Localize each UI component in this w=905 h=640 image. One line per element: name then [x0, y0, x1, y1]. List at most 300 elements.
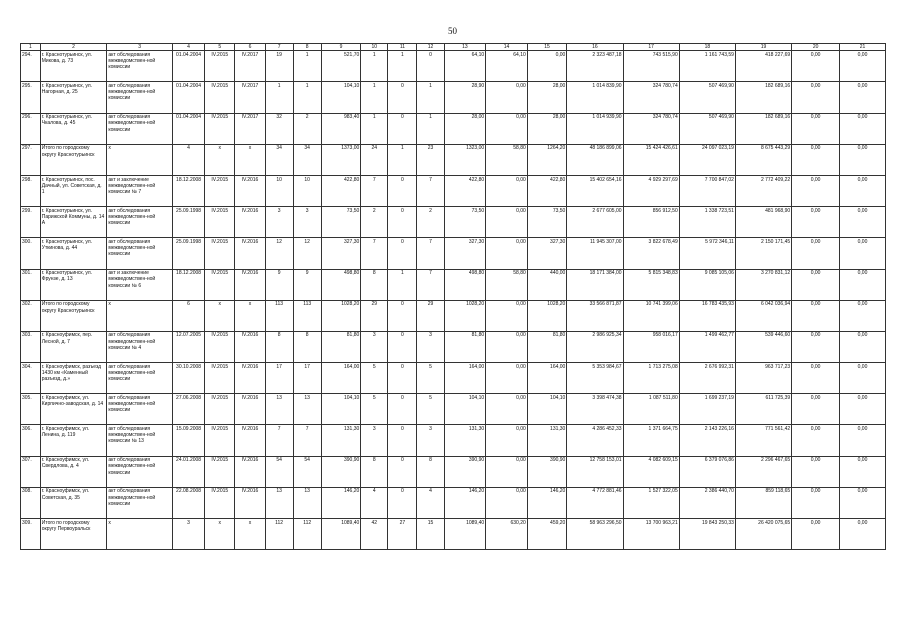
rooms-private-cell: 1	[388, 51, 417, 82]
other-funds-cell: 0,00	[840, 394, 886, 425]
recognition-date-cell: 01.04.2004	[172, 113, 204, 144]
area-cell: 131,30	[321, 425, 361, 456]
column-number-17: 17	[623, 44, 679, 51]
residents-count-cell: 12	[265, 238, 293, 269]
total-cost-cell: 4 286 452,33	[567, 425, 623, 456]
address-cell: г. Краснотурьинск, ул. Чкалова, д. 45	[40, 113, 107, 144]
column-number-6: 6	[235, 44, 265, 51]
recognition-date-cell: 25.09.1998	[172, 238, 204, 269]
total-cost-cell: 48 186 899,06	[567, 144, 623, 175]
federal-funds-cell: 743 515,90	[623, 51, 679, 82]
row-number: 303.	[21, 331, 41, 362]
residents-count-cell: 3	[265, 207, 293, 238]
area-municipal-cell: 0,00	[527, 51, 567, 82]
rooms-municipal-cell: 29	[417, 300, 444, 331]
recognition-date-cell: 18.12.2008	[172, 175, 204, 206]
area-municipal-cell: 81,80	[527, 331, 567, 362]
area-municipal-cell: 73,50	[527, 207, 567, 238]
area-total-cell: 28,90	[444, 82, 486, 113]
recognition-date-cell: 3	[172, 519, 204, 550]
residents-count-cell: 54	[265, 456, 293, 487]
residents-relocated-cell: 12	[293, 238, 321, 269]
total-cost-cell: 11 945 307,00	[567, 238, 623, 269]
table-row	[21, 238, 886, 269]
plan-end-cell: IV.2016	[235, 331, 265, 362]
residents-relocated-cell: 17	[293, 363, 321, 394]
area-total-cell: 146,20	[444, 487, 486, 518]
plan-start-cell: IV.2015	[205, 456, 235, 487]
extra-funds-cell: 0,00	[792, 456, 840, 487]
plan-end-cell: IV.2016	[235, 238, 265, 269]
plan-start-cell: IV.2015	[205, 51, 235, 82]
residents-count-cell: 7	[265, 425, 293, 456]
row-number: 309.	[21, 519, 41, 550]
federal-funds-cell: 10 741 399,06	[623, 300, 679, 331]
area-total-cell: 28,00	[444, 113, 486, 144]
address-cell: г. Красноуфимск, ул. Свердлова, д. 4	[40, 456, 107, 487]
residents-count-cell: 17	[265, 363, 293, 394]
column-number-10: 10	[361, 44, 388, 51]
plan-start-cell: x	[205, 519, 235, 550]
address-cell: г. Краснотурьинск, ул. Нагорная, д. 25	[40, 82, 107, 113]
regional-funds-cell: 2 143 226,16	[679, 425, 735, 456]
document-cell: акт обследования межведомствен-ной комиссии	[107, 82, 173, 113]
total-cost-cell: 12 758 153,01	[567, 456, 623, 487]
area-cell: 1028,20	[321, 300, 361, 331]
plan-start-cell: IV.2015	[205, 363, 235, 394]
table-row	[21, 300, 886, 331]
rooms-municipal-cell: 4	[417, 487, 444, 518]
document-cell: акт обследования межведомствен-ной комиссии № 4	[107, 331, 173, 362]
federal-funds-cell: 13 700 963,21	[623, 519, 679, 550]
extra-funds-cell: 0,00	[792, 394, 840, 425]
table-row	[21, 363, 886, 394]
residents-relocated-cell: 1	[293, 51, 321, 82]
rooms-municipal-cell: 23	[417, 144, 444, 175]
other-funds-cell: 0,00	[840, 363, 886, 394]
plan-end-cell: IV.2017	[235, 113, 265, 144]
other-funds-cell: 0,00	[840, 425, 886, 456]
local-funds-cell: 963 717,23	[735, 363, 791, 394]
rooms-private-cell: 1	[388, 144, 417, 175]
extra-funds-cell: 0,00	[792, 175, 840, 206]
column-number-12: 12	[417, 44, 444, 51]
local-funds-cell: 771 561,42	[735, 425, 791, 456]
residents-count-cell: 13	[265, 487, 293, 518]
area-cell: 983,40	[321, 113, 361, 144]
area-private-cell: 0,00	[486, 113, 528, 144]
plan-start-cell: IV.2015	[205, 331, 235, 362]
residents-count-cell: 112	[265, 519, 293, 550]
total-cost-cell: 15 402 654,16	[567, 175, 623, 206]
area-municipal-cell: 131,30	[527, 425, 567, 456]
area-cell: 81,80	[321, 331, 361, 362]
area-private-cell: 58,80	[486, 144, 528, 175]
regional-funds-cell: 24 097 023,19	[679, 144, 735, 175]
area-cell: 146,20	[321, 487, 361, 518]
plan-start-cell: IV.2015	[205, 487, 235, 518]
regional-funds-cell: 1 699 237,19	[679, 394, 735, 425]
document-cell: акт обследования межведомствен-ной комиссии	[107, 363, 173, 394]
column-number-18: 18	[679, 44, 735, 51]
document-cell: акт обследования межведомствен-ной комиссии	[107, 394, 173, 425]
column-number-21: 21	[840, 44, 886, 51]
column-number-16: 16	[567, 44, 623, 51]
address-cell: г. Краснотурьинск, ул. Уткинова, д. 44	[40, 238, 107, 269]
rooms-municipal-cell: 7	[417, 175, 444, 206]
extra-funds-cell: 0,00	[792, 238, 840, 269]
regional-funds-cell: 9 085 105,06	[679, 269, 735, 300]
total-cost-cell: 3 398 474,38	[567, 394, 623, 425]
other-funds-cell: 0,00	[840, 269, 886, 300]
rooms-total-cell: 8	[361, 456, 388, 487]
area-cell: 390,90	[321, 456, 361, 487]
column-number-4: 4	[172, 44, 204, 51]
rooms-total-cell: 1	[361, 51, 388, 82]
table-row	[21, 456, 886, 487]
residents-relocated-cell: 54	[293, 456, 321, 487]
area-municipal-cell: 422,80	[527, 175, 567, 206]
table-row	[21, 425, 886, 456]
area-private-cell: 0,00	[486, 82, 528, 113]
document-cell: акт обследования межведомствен-ной комиссии	[107, 51, 173, 82]
plan-start-cell: x	[205, 300, 235, 331]
area-cell: 164,00	[321, 363, 361, 394]
row-number: 296.	[21, 113, 41, 144]
area-municipal-cell: 459,20	[527, 519, 567, 550]
rooms-total-cell: 2	[361, 207, 388, 238]
federal-funds-cell: 3 822 678,49	[623, 238, 679, 269]
residents-relocated-cell: 13	[293, 487, 321, 518]
area-municipal-cell: 390,90	[527, 456, 567, 487]
rooms-municipal-cell: 1	[417, 113, 444, 144]
residents-count-cell: 113	[265, 300, 293, 331]
column-number-11: 11	[388, 44, 417, 51]
regional-funds-cell: 507 469,90	[679, 82, 735, 113]
table-body	[21, 51, 886, 550]
residents-count-cell: 13	[265, 394, 293, 425]
column-number-19: 19	[735, 44, 791, 51]
rooms-total-cell: 29	[361, 300, 388, 331]
federal-funds-cell: 324 780,74	[623, 113, 679, 144]
recognition-date-cell: 6	[172, 300, 204, 331]
residents-count-cell: 9	[265, 269, 293, 300]
residents-relocated-cell: 2	[293, 113, 321, 144]
other-funds-cell: 0,00	[840, 487, 886, 518]
rooms-private-cell: 0	[388, 425, 417, 456]
federal-funds-cell: 1 713 275,08	[623, 363, 679, 394]
area-total-cell: 1089,40	[444, 519, 486, 550]
total-cost-cell: 2 677 605,00	[567, 207, 623, 238]
extra-funds-cell: 0,00	[792, 331, 840, 362]
local-funds-cell: 418 227,69	[735, 51, 791, 82]
residents-relocated-cell: 34	[293, 144, 321, 175]
plan-end-cell: IV.2016	[235, 269, 265, 300]
table-row	[21, 207, 886, 238]
regional-funds-cell: 5 972 346,11	[679, 238, 735, 269]
document-cell: x	[107, 519, 173, 550]
area-municipal-cell: 28,00	[527, 113, 567, 144]
recognition-date-cell: 27.06.2008	[172, 394, 204, 425]
address-cell: Итого по городскому округу Краснотурьинск	[40, 300, 107, 331]
area-private-cell: 64,10	[486, 51, 528, 82]
rooms-private-cell: 27	[388, 519, 417, 550]
area-private-cell: 0,00	[486, 238, 528, 269]
residents-count-cell: 34	[265, 144, 293, 175]
local-funds-cell: 3 270 831,12	[735, 269, 791, 300]
recognition-date-cell: 4	[172, 144, 204, 175]
area-municipal-cell: 164,00	[527, 363, 567, 394]
rooms-private-cell: 1	[388, 269, 417, 300]
row-number: 299.	[21, 207, 41, 238]
rooms-total-cell: 4	[361, 487, 388, 518]
regional-funds-cell: 19 843 250,33	[679, 519, 735, 550]
column-number-8: 8	[293, 44, 321, 51]
rooms-municipal-cell: 3	[417, 331, 444, 362]
rooms-private-cell: 0	[388, 175, 417, 206]
rooms-total-cell: 7	[361, 238, 388, 269]
total-cost-cell: 18 171 384,00	[567, 269, 623, 300]
row-number: 301.	[21, 269, 41, 300]
plan-start-cell: IV.2015	[205, 425, 235, 456]
rooms-municipal-cell: 7	[417, 269, 444, 300]
recognition-date-cell: 22.08.2008	[172, 487, 204, 518]
rooms-total-cell: 42	[361, 519, 388, 550]
row-number: 306.	[21, 425, 41, 456]
area-cell: 104,10	[321, 82, 361, 113]
rooms-private-cell: 0	[388, 331, 417, 362]
area-total-cell: 64,10	[444, 51, 486, 82]
row-number: 302.	[21, 300, 41, 331]
local-funds-cell: 182 689,16	[735, 113, 791, 144]
area-private-cell: 0,00	[486, 425, 528, 456]
address-cell: г. Краснотурьинск, ул. Микова, д. 73	[40, 51, 107, 82]
extra-funds-cell: 0,00	[792, 269, 840, 300]
address-cell: г. Красноуфимск, разъезд 1430 км «Каменный разъезд, д.»	[40, 363, 107, 394]
address-cell: г. Красноуфимск, ул. Кирпично-заводская, д. 14	[40, 394, 107, 425]
other-funds-cell: 0,00	[840, 175, 886, 206]
local-funds-cell: 8 675 443,29	[735, 144, 791, 175]
document-cell: x	[107, 144, 173, 175]
recognition-date-cell: 01.04.2004	[172, 82, 204, 113]
table-row	[21, 331, 886, 362]
extra-funds-cell: 0,00	[792, 519, 840, 550]
area-total-cell: 327,30	[444, 238, 486, 269]
area-cell: 498,80	[321, 269, 361, 300]
page-number: 50	[448, 26, 457, 36]
rooms-municipal-cell: 3	[417, 425, 444, 456]
recognition-date-cell: 18.12.2008	[172, 269, 204, 300]
area-private-cell: 0,00	[486, 331, 528, 362]
column-number-5: 5	[205, 44, 235, 51]
total-cost-cell: 5 353 984,67	[567, 363, 623, 394]
rooms-municipal-cell: 8	[417, 456, 444, 487]
area-cell: 521,70	[321, 51, 361, 82]
area-private-cell: 630,20	[486, 519, 528, 550]
area-private-cell: 0,00	[486, 207, 528, 238]
area-total-cell: 1028,20	[444, 300, 486, 331]
residents-relocated-cell: 9	[293, 269, 321, 300]
local-funds-cell: 2 296 467,65	[735, 456, 791, 487]
plan-start-cell: x	[205, 144, 235, 175]
rooms-total-cell: 5	[361, 394, 388, 425]
rooms-municipal-cell: 5	[417, 363, 444, 394]
plan-end-cell: x	[235, 300, 265, 331]
area-private-cell: 0,00	[486, 175, 528, 206]
rooms-private-cell: 0	[388, 113, 417, 144]
extra-funds-cell: 0,00	[792, 363, 840, 394]
column-number-14: 14	[486, 44, 528, 51]
area-total-cell: 131,30	[444, 425, 486, 456]
area-cell: 1089,40	[321, 519, 361, 550]
residents-relocated-cell: 7	[293, 425, 321, 456]
address-cell: г. Краснотурьинск, пос. Дачный, ул. Советская, д. 1	[40, 175, 107, 206]
other-funds-cell: 0,00	[840, 331, 886, 362]
other-funds-cell: 0,00	[840, 144, 886, 175]
area-private-cell: 0,00	[486, 394, 528, 425]
federal-funds-cell: 1 527 322,05	[623, 487, 679, 518]
regional-funds-cell: 7 700 847,02	[679, 175, 735, 206]
document-cell: акт и заключение межведомствен-ной комиссии № 7	[107, 175, 173, 206]
address-cell: г. Краснотурьинск, ул. Фрунзе, д. 13	[40, 269, 107, 300]
residents-count-cell: 8	[265, 331, 293, 362]
rooms-total-cell: 3	[361, 425, 388, 456]
area-total-cell: 81,80	[444, 331, 486, 362]
area-total-cell: 104,10	[444, 394, 486, 425]
document-cell: акт обследования межведомствен-ной комиссии	[107, 487, 173, 518]
federal-funds-cell: 1 371 664,75	[623, 425, 679, 456]
plan-start-cell: IV.2015	[205, 269, 235, 300]
plan-start-cell: IV.2015	[205, 113, 235, 144]
rooms-private-cell: 0	[388, 207, 417, 238]
rooms-private-cell: 0	[388, 238, 417, 269]
table-row	[21, 175, 886, 206]
column-number-row	[21, 44, 886, 51]
recognition-date-cell: 25.09.1998	[172, 207, 204, 238]
rooms-total-cell: 1	[361, 82, 388, 113]
rooms-municipal-cell: 2	[417, 207, 444, 238]
rooms-total-cell: 24	[361, 144, 388, 175]
area-municipal-cell: 146,20	[527, 487, 567, 518]
recognition-date-cell: 24.01.2008	[172, 456, 204, 487]
extra-funds-cell: 0,00	[792, 51, 840, 82]
plan-start-cell: IV.2015	[205, 175, 235, 206]
area-cell: 422,80	[321, 175, 361, 206]
local-funds-cell: 481 968,90	[735, 207, 791, 238]
plan-end-cell: IV.2016	[235, 425, 265, 456]
address-cell: Итого по городскому округу Первоуральск	[40, 519, 107, 550]
area-municipal-cell: 28,00	[527, 82, 567, 113]
area-cell: 104,10	[321, 394, 361, 425]
area-total-cell: 1323,00	[444, 144, 486, 175]
residents-relocated-cell: 112	[293, 519, 321, 550]
area-total-cell: 390,90	[444, 456, 486, 487]
other-funds-cell: 0,00	[840, 207, 886, 238]
other-funds-cell: 0,00	[840, 300, 886, 331]
area-private-cell: 0,00	[486, 363, 528, 394]
plan-end-cell: IV.2017	[235, 51, 265, 82]
rooms-municipal-cell: 15	[417, 519, 444, 550]
document-cell: акт обследования межведомствен-ной комиссии	[107, 207, 173, 238]
federal-funds-cell: 856 912,50	[623, 207, 679, 238]
other-funds-cell: 0,00	[840, 51, 886, 82]
plan-end-cell: IV.2016	[235, 207, 265, 238]
table-row	[21, 394, 886, 425]
rooms-total-cell: 5	[361, 363, 388, 394]
local-funds-cell: 2 150 171,45	[735, 238, 791, 269]
row-number: 307.	[21, 456, 41, 487]
residents-count-cell: 32	[265, 113, 293, 144]
recognition-date-cell: 01.04.2004	[172, 51, 204, 82]
area-cell: 73,50	[321, 207, 361, 238]
address-cell: Итого по городскому округу Краснотурьинск	[40, 144, 107, 175]
rooms-municipal-cell: 7	[417, 238, 444, 269]
document-cell: акт обследования межведомствен-ной комиссии	[107, 113, 173, 144]
row-number: 304.	[21, 363, 41, 394]
regional-funds-cell: 1 161 743,59	[679, 51, 735, 82]
area-private-cell: 0,00	[486, 487, 528, 518]
column-number-15: 15	[527, 44, 567, 51]
rooms-private-cell: 0	[388, 363, 417, 394]
row-number: 298.	[21, 175, 41, 206]
document-cell: акт и заключение межведомствен-ной комиссии № 6	[107, 269, 173, 300]
table-row	[21, 51, 886, 82]
rooms-municipal-cell: 0	[417, 51, 444, 82]
federal-funds-cell: 4 082 609,15	[623, 456, 679, 487]
plan-end-cell: IV.2016	[235, 175, 265, 206]
document-cell: акт обследования межведомствен-ной комиссии № 13	[107, 425, 173, 456]
table-row	[21, 269, 886, 300]
area-cell: 327,30	[321, 238, 361, 269]
column-number-9: 9	[321, 44, 361, 51]
residents-relocated-cell: 10	[293, 175, 321, 206]
regional-funds-cell: 1 499 462,77	[679, 331, 735, 362]
total-cost-cell: 58 963 296,50	[567, 519, 623, 550]
column-number-20: 20	[792, 44, 840, 51]
row-number: 297.	[21, 144, 41, 175]
area-municipal-cell: 104,10	[527, 394, 567, 425]
other-funds-cell: 0,00	[840, 456, 886, 487]
extra-funds-cell: 0,00	[792, 425, 840, 456]
plan-start-cell: IV.2015	[205, 207, 235, 238]
extra-funds-cell: 0,00	[792, 82, 840, 113]
local-funds-cell: 611 725,39	[735, 394, 791, 425]
table-row	[21, 487, 886, 518]
rooms-private-cell: 0	[388, 456, 417, 487]
document-cell: акт обследования межведомствен-ной комиссии	[107, 456, 173, 487]
other-funds-cell: 0,00	[840, 238, 886, 269]
row-number: 300.	[21, 238, 41, 269]
total-cost-cell: 4 772 881,46	[567, 487, 623, 518]
plan-end-cell: x	[235, 519, 265, 550]
federal-funds-cell: 1 087 511,80	[623, 394, 679, 425]
other-funds-cell: 0,00	[840, 82, 886, 113]
regional-funds-cell: 16 783 435,93	[679, 300, 735, 331]
rooms-municipal-cell: 1	[417, 82, 444, 113]
extra-funds-cell: 0,00	[792, 487, 840, 518]
regional-funds-cell: 6 379 076,86	[679, 456, 735, 487]
rooms-municipal-cell: 5	[417, 394, 444, 425]
column-number-13: 13	[444, 44, 486, 51]
area-total-cell: 498,80	[444, 269, 486, 300]
address-cell: г. Красноуфимск, пер. Лесной, д. 7	[40, 331, 107, 362]
rooms-private-cell: 0	[388, 82, 417, 113]
local-funds-cell: 539 446,60	[735, 331, 791, 362]
document-cell: x	[107, 300, 173, 331]
federal-funds-cell: 4 929 297,69	[623, 175, 679, 206]
area-municipal-cell: 1028,20	[527, 300, 567, 331]
regional-funds-cell: 2 676 992,31	[679, 363, 735, 394]
